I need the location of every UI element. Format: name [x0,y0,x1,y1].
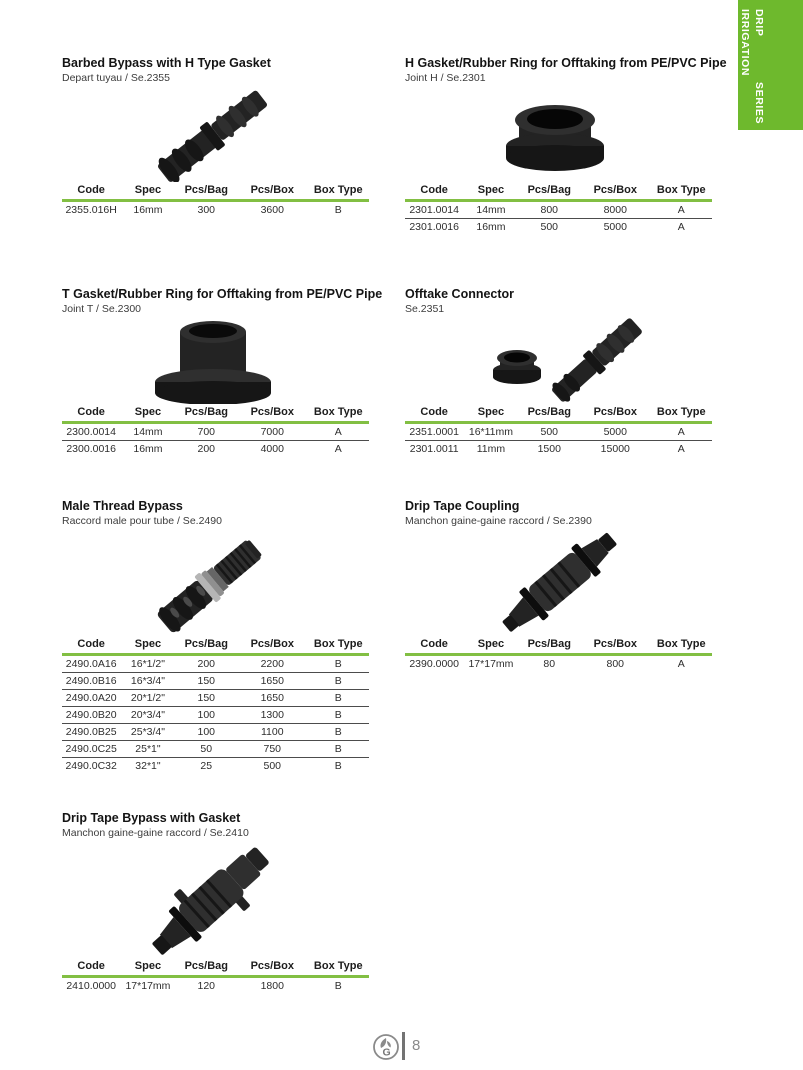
series-tab-line1: DRIP IRRIGATION [739,9,765,77]
table-cell: 1800 [260,980,284,992]
table-row [405,656,712,672]
column-header: Code [420,638,448,650]
table-cell: 2490.0C32 [65,760,117,772]
table-cell: 800 [540,204,559,216]
column-header: Box Type [656,638,706,650]
table-cell: 16*1/2" [130,658,165,670]
product-title: Barbed Bypass with H Type Gasket [62,56,271,70]
product-subtitle: Manchon gaine-gaine raccord / Se.2410 [62,827,249,839]
column-header: Pcs/Bag [184,184,228,196]
product-table [405,636,712,672]
column-header: Spec [134,184,162,196]
product-title: Drip Tape Bypass with Gasket [62,811,241,825]
table-cell: 15000 [600,443,630,455]
table-cell: 14mm [133,426,163,438]
table-row [62,440,369,457]
product-title: Drip Tape Coupling [405,499,520,513]
product-title: T Gasket/Rubber Ring for Offtaking from PE/PVC Pipe [62,287,383,301]
table-cell: 17*17mm [468,658,514,670]
product-subtitle: Depart tuyau / Se.2355 [62,72,170,84]
table-cell: 750 [263,743,282,755]
table-header-row [405,636,712,652]
table-cell: A [677,443,685,455]
series-tab-line2: SERIES [753,81,765,124]
product-photo [405,85,712,182]
column-header: Pcs/Box [250,406,294,418]
table-cell: 120 [197,980,216,992]
section-offtake-connector [405,286,712,457]
table-cell: 16mm [476,221,506,233]
offtake-connector-image [405,316,712,404]
column-header: Pcs/Bag [184,406,228,418]
table-cell: 20*1/2" [130,692,165,704]
table-cell: 500 [263,760,282,772]
drip-tape-coupling-image [405,528,712,636]
product-photo [62,528,369,636]
table-cell: B [334,692,342,704]
product-table [62,182,369,218]
table-cell: 16mm [133,204,163,216]
column-header: Box Type [313,184,363,196]
column-header: Code [420,184,448,196]
column-header: Code [420,406,448,418]
table-cell: 300 [197,204,216,216]
table-cell: 25*3/4" [130,726,165,738]
product-title: H Gasket/Rubber Ring for Offtaking from PE/PVC Pipe [405,56,727,70]
drip-tape-bypass-image [62,840,369,958]
t-gasket-image [62,316,369,404]
product-photo [62,85,369,182]
product-photo [62,316,369,404]
table-cell: A [677,426,685,438]
section-barbed-bypass [62,55,369,218]
male-thread-bypass-image [62,528,369,636]
logo-letter: G [382,1046,391,1059]
table-cell: 1300 [260,709,284,721]
column-header: Pcs/Bag [184,638,228,650]
table-cell: 11mm [476,443,506,455]
table-cell: 2490.0A20 [65,692,117,704]
page-footer [0,1028,803,1064]
table-cell: 500 [540,426,559,438]
section-male-thread-bypass [62,498,369,774]
column-header: Spec [477,638,505,650]
product-subtitle: Raccord male pour tube / Se.2490 [62,515,222,527]
column-header: Pcs/Bag [527,638,571,650]
table-row [405,440,712,457]
column-header: Pcs/Box [593,184,637,196]
product-table [405,182,712,235]
table-cell: 2301.0011 [409,443,459,455]
table-cell: 200 [197,658,216,670]
table-cell: 2200 [260,658,284,670]
column-header: Pcs/Bag [527,406,571,418]
table-cell: 150 [197,692,216,704]
table-row [405,202,712,218]
table-cell: B [334,760,342,772]
table-cell: 2490.0C25 [65,743,117,755]
table-cell: 7000 [260,426,284,438]
column-header: Pcs/Box [250,638,294,650]
table-cell: 8000 [603,204,627,216]
table-cell: 5000 [603,426,627,438]
table-cell: 200 [197,443,216,455]
table-header-row [62,182,369,198]
product-table [62,636,369,774]
column-header: Spec [477,406,505,418]
product-photo [62,840,369,958]
product-table [405,404,712,457]
product-table [62,958,369,994]
product-subtitle: Manchon gaine-gaine raccord / Se.2390 [405,515,592,527]
table-cell: 2490.0B20 [65,709,117,721]
table-header-row [62,404,369,420]
table-cell: 1650 [260,675,284,687]
column-header: Box Type [313,638,363,650]
column-header: Pcs/Box [250,960,294,972]
table-row [62,723,369,740]
table-cell: 100 [197,709,216,721]
table-cell: 2490.0B25 [65,726,117,738]
table-row [405,218,712,235]
column-header: Code [77,960,105,972]
column-header: Code [77,638,105,650]
table-cell: 1650 [260,692,284,704]
table-row [62,202,369,218]
table-cell: B [334,658,342,670]
table-cell: A [334,443,342,455]
table-cell: 2490.0A16 [65,658,117,670]
page-number: 8 [412,1037,421,1054]
table-row [405,424,712,440]
table-cell: 25*1" [135,743,161,755]
table-cell: 5000 [603,221,627,233]
series-tab [738,0,803,130]
table-cell: 3600 [260,204,284,216]
table-cell: B [334,726,342,738]
barbed-bypass-image [62,85,369,182]
table-cell: 16*11mm [468,426,514,438]
series-tab-text [738,0,766,124]
table-cell: 2355.016H [65,204,117,216]
table-row [62,424,369,440]
table-row [62,740,369,757]
table-cell: B [334,675,342,687]
table-cell: 17*17mm [125,980,171,992]
section-h-gasket [405,55,727,235]
table-cell: A [677,204,685,216]
table-cell: B [334,709,342,721]
table-cell: 2390.0000 [409,658,459,670]
product-subtitle: Se.2351 [405,303,445,315]
column-header: Code [77,184,105,196]
table-cell: 32*1" [135,760,161,772]
column-header: Box Type [656,406,706,418]
table-cell: A [334,426,342,438]
table-cell: 150 [197,675,216,687]
column-header: Spec [134,960,162,972]
table-row [62,706,369,723]
table-cell: A [677,658,685,670]
table-cell: B [334,204,342,216]
column-header: Spec [134,638,162,650]
product-subtitle: Joint T / Se.2300 [62,303,142,315]
table-cell: 2300.0016 [66,443,116,455]
table-cell: 500 [540,221,559,233]
product-title: Offtake Connector [405,287,515,301]
column-header: Spec [134,406,162,418]
table-cell: 2351.0001 [409,426,459,438]
table-cell: 2300.0014 [66,426,116,438]
table-header-row [62,958,369,974]
product-photo [405,528,712,636]
table-cell: 16mm [133,443,163,455]
table-cell: 800 [606,658,625,670]
section-drip-tape-bypass [62,810,369,994]
table-header-row [405,182,712,198]
table-cell: 14mm [476,204,506,216]
column-header: Box Type [313,406,363,418]
brand-leaf-g-logo-icon [371,1032,401,1062]
table-cell: 4000 [260,443,284,455]
table-cell: 20*3/4" [130,709,165,721]
table-cell: 80 [543,658,556,670]
table-cell: 2301.0016 [409,221,459,233]
table-row [62,689,369,706]
column-header: Pcs/Box [593,406,637,418]
table-cell: 2490.0B16 [65,675,117,687]
table-row [62,757,369,774]
column-header: Code [77,406,105,418]
table-cell: 16*3/4" [130,675,165,687]
table-cell: 25 [200,760,213,772]
table-cell: 50 [200,743,213,755]
h-gasket-image [405,90,712,178]
column-header: Spec [477,184,505,196]
table-cell: 700 [197,426,216,438]
table-row [62,656,369,672]
product-title: Male Thread Bypass [62,499,183,513]
column-header: Pcs/Bag [184,960,228,972]
table-cell: 1100 [260,726,284,738]
table-cell: B [334,980,342,992]
column-header: Pcs/Bag [527,184,571,196]
product-subtitle: Joint H / Se.2301 [405,72,486,84]
table-cell: 1500 [537,443,561,455]
column-header: Box Type [313,960,363,972]
table-cell: 2301.0014 [409,204,459,216]
product-table [62,404,369,457]
section-drip-tape-coupling [405,498,712,672]
column-header: Pcs/Box [250,184,294,196]
table-cell: 100 [197,726,216,738]
product-photo [405,316,712,404]
table-cell: A [677,221,685,233]
table-cell: B [334,743,342,755]
table-cell: 2410.0000 [66,980,116,992]
footer-divider [402,1032,405,1060]
table-header-row [405,404,712,420]
column-header: Pcs/Box [593,638,637,650]
table-row [62,672,369,689]
section-t-gasket [62,286,383,457]
table-row [62,978,369,994]
column-header: Box Type [656,184,706,196]
table-header-row [62,636,369,652]
